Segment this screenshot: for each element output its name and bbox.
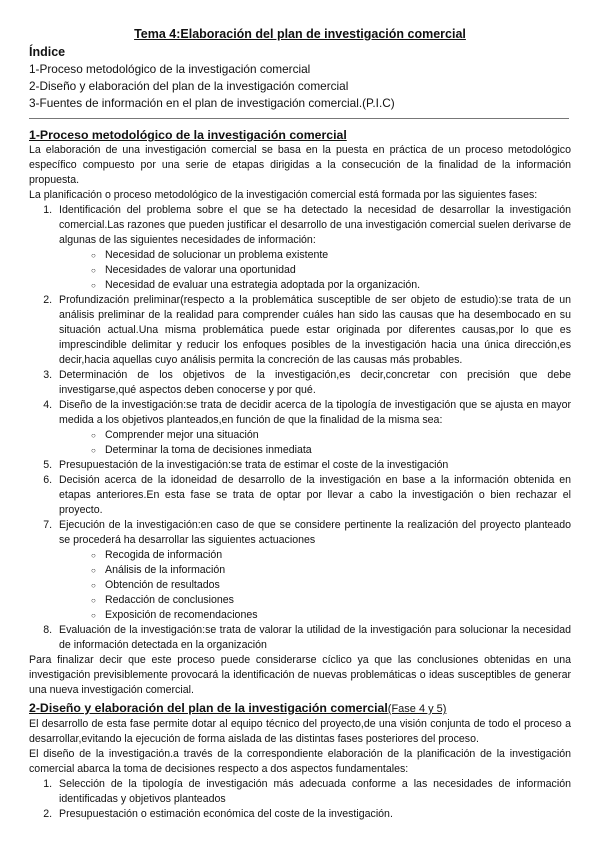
paragraph: La planificación o proceso metodológico de la investigación comercial está formada por las siguientes fases: [29, 189, 538, 201]
paragraph: El diseño de la investigación.a través de la correspondiente elaboración de la planificación de la investigación comercial abarca la toma de decisiones respecto a dos aspectos fundamentales: [29, 748, 571, 775]
section-heading [29, 700, 571, 717]
list-item-text: Decisión acerca de la idoneidad de desarrollo de la investigación en base a la información obtenida en etapas anteriores.En esta fase se trata de optar por llevar a cabo la investigación o bien rechazar el proyecto. [59, 474, 571, 516]
paragraph: La elaboración de una investigación comercial se basa en la puesta en práctica de un proceso metodológico específico compuesto por una serie de etapas dirigidas a la consecución de la finalidad de la información propuesta. [29, 144, 571, 186]
horizontal-divider [29, 118, 569, 119]
phases-list [29, 203, 571, 653]
list-item-text: Identificación del problema sobre el que se ha detectado la necesidad de desarrollar la investigación comercial.Las razones que pueden justificar el desarrollo de una investigación comercial suelen derivarse de algunas de las siguientes necesidades de información: [59, 204, 571, 246]
list-item-text: Presupuestación de la investigación:se trata de estimar el coste de la investigación [59, 459, 449, 471]
list-item-text: Ejecución de la investigación:en caso de que se considere pertinente la realización del proyecto planteado se procederá ha desarrollar las siguientes actuaciones [59, 519, 571, 546]
list-item [55, 398, 571, 458]
sub-list-item: ○ Necesidades de valorar una oportunidad [93, 263, 571, 278]
toc-heading: Índice [29, 45, 66, 59]
aspects-list [29, 777, 571, 822]
sub-list-item: ○ Redacción de conclusiones [93, 593, 571, 608]
sub-list-item: ○ Recogida de información [93, 548, 571, 563]
list-item [55, 458, 571, 473]
list-item [55, 518, 571, 623]
sub-list [59, 248, 571, 293]
toc-item: 1-Proceso metodológico de la investigación comercial [29, 62, 311, 76]
sub-list-item: ○ Determinar la toma de decisiones inmediata [93, 443, 571, 458]
sub-list-item: ○ Comprender mejor una situación [93, 428, 571, 443]
document-title: Tema 4:Elaboración del plan de investigación comercial [134, 27, 466, 41]
list-item [55, 473, 571, 518]
list-item-text: Diseño de la investigación:se trata de decidir acerca de la tipología de investigación que se ajusta en mayor medida a los objetivos planteados,en función de que la finalidad de la misma sea: [59, 399, 571, 426]
list-item: 1. Selección de la tipología de investigación más adecuada conforme a las necesidades de información identificadas y objetivos planteados [55, 777, 571, 807]
list-item [55, 203, 571, 293]
document-page [29, 26, 571, 822]
sub-list-item: ○ Obtención de resultados [93, 578, 571, 593]
toc-item: 3-Fuentes de información en el plan de investigación comercial.(P.I.C) [29, 96, 395, 110]
section-heading-text: 2-Diseño y elaboración del plan de la investigación comercial [29, 701, 388, 715]
list-item-text: Determinación de los objetivos de la investigación,es decir,concretar con precisión que debe investigarse,qué aspectos deben conocerse y por qué. [59, 369, 571, 396]
paragraph: Para finalizar decir que este proceso puede considerarse cíclico ya que las conclusiones obtenidas en una investigación previsiblemente provocará la identificación de nuevas problemáticas o ideas susceptibles de generar una nueva investigación comercial. [29, 654, 571, 696]
list-item [55, 368, 571, 398]
list-item: 2. Presupuestación o estimación económica del coste de la investigación. [55, 807, 571, 822]
sub-list [59, 428, 571, 458]
section-heading-note: (Fase 4 y 5) [387, 703, 447, 715]
list-item [55, 293, 571, 368]
list-item [55, 623, 571, 653]
sub-list-item: ○ Necesidad de solucionar un problema existente [93, 248, 571, 263]
section-heading: 1-Proceso metodológico de la investigación comercial [29, 128, 347, 142]
toc-item: 2-Diseño y elaboración del plan de la investigación comercial [29, 79, 349, 93]
sub-list-item: ○ Necesidad de evaluar una estrategia adoptada por la organización. [93, 278, 571, 293]
sub-list [59, 548, 571, 623]
paragraph: El desarrollo de esta fase permite dotar al equipo técnico del proyecto,de una visión conjunta de todo el proceso a desarrollar,evitando la ejecución de forma aislada de las distintas fases posteriores del proceso. [29, 718, 571, 745]
sub-list-item: ○ Exposición de recomendaciones [93, 608, 571, 623]
list-item-text: Profundización preliminar(respecto a la problemática susceptible de ser objeto de estudio):se trata de un análisis preliminar de la realidad para comprender cuáles han sido las causas que ha desembocado en su situación actual.Una misma problemática puede estar originada por diferentes causas,por lo que es imprescindible delimitar y reducir los enfoques posibles de la investigación hacia una única dirección,es decir,hacia aquellas cuyo análisis permita la concreción de las causas más probables. [59, 294, 571, 366]
sub-list-item: ○ Análisis de la información [93, 563, 571, 578]
list-item-text: Evaluación de la investigación:se trata de valorar la utilidad de la investigación para solucionar la necesidad de información detectada en la organización [59, 624, 571, 651]
